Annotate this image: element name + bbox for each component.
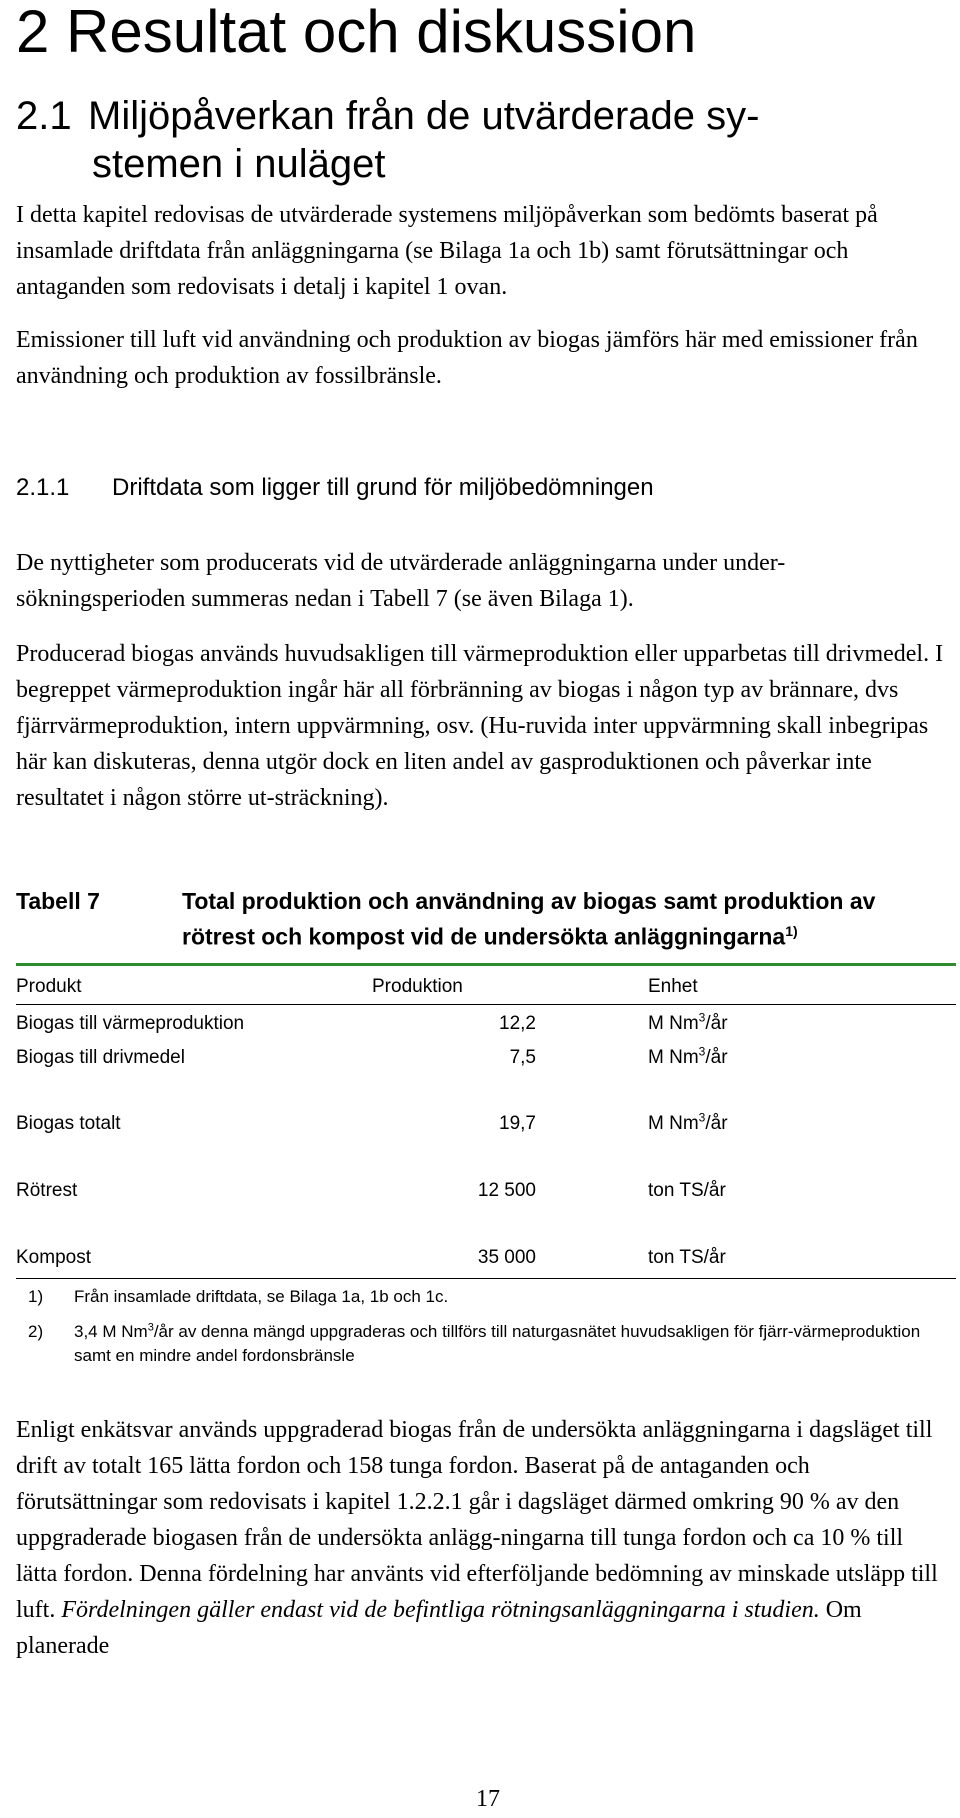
table-row: Kompost 35 000 ton TS/år xyxy=(16,1247,726,1268)
paragraph-intro: I detta kapitel redovisas de utvärderade systemens miljöpåverkan som bedömts baserat på insamlade driftdata från anläggningarna (se Bilaga 1a och 1b) samt förutsättningar och antaganden som redovisats i detalj i kapitel 1 ovan. xyxy=(16,202,878,300)
header-unit: Enhet xyxy=(648,976,698,997)
table-row: Biogas till värmeproduktion 12,2 M Nm$^3$/år xyxy=(16,1010,728,1034)
table-label: Tabell 7 xyxy=(16,888,100,914)
page-number: 17 xyxy=(476,1786,500,1812)
section-title-line1: Miljöpåverkan från de utvärderade sy- xyxy=(88,94,760,138)
table-header-row xyxy=(16,973,956,1001)
paragraph-biogas-use: Producerad biogas används huvudsakligen till värmeproduktion eller upparbetas till drivmedel. I begreppet värmeproduktion ingår här all förbränning av biogas i någon typ av brännare, dvs fjärrvärmeproduktion, intern uppvärmning, osv. (Hu-ruvida inter uppvärmning skall inbegripas här kan diskuteras, denna utgör dock en liten andel av gasproduktionen och påverkar inte resultatet i någon större ut-sträckning). xyxy=(16,641,944,811)
section-title-line2: stemen i nuläget xyxy=(92,142,386,186)
table-row: Rötrest 12 500 ton TS/år xyxy=(16,1180,726,1201)
table-title: Total produktion och användning av biogas samt produktion av rötrest och kompost vid de undersökta anläggningarna$^{1)}$ xyxy=(182,888,876,950)
paragraph-emissions: Emissioner till luft vid användning och produktion av biogas jämförs här med emissioner från användning och produktion av fossilbränsle. xyxy=(16,327,918,389)
table-title-note: 1) xyxy=(785,923,798,939)
section-heading xyxy=(16,92,916,188)
chapter-number: 2 xyxy=(16,0,50,65)
paragraph-utilities: De nyttigheter som producerats vid de utvärderade anläggningarna under under-sökningsperioden summeras nedan i Tabell 7 (se även Bilaga 1). xyxy=(16,550,786,612)
chapter-title: Resultat och diskussion xyxy=(66,0,697,65)
header-production: Produktion xyxy=(372,976,463,997)
paragraph-vehicles: Enligt enkätsvar används uppgraderad biogas från de undersökta anläggningarna i dagsläget till drift av totalt 165 lätta fordon och 158 tunga fordon. Baserat på de antaganden och förutsättningar som redovisats i kapitel 1.2.2.1 går i dagsläget därmed omkring 90 % av den uppgraderade biogasen från de undersökta anlägg-ningarna till tunga fordon och ca 10 % till lätta fordon. Denna fördelning har använts vid efterföljande bedömning av minskade utsläpp till luft. Fördelningen gäller endast vid de befintliga rötningsanläggningarna i studien. Om planerade xyxy=(16,1417,938,1659)
table-row: Biogas till drivmedel 7,5 M Nm$^3$/år xyxy=(16,1044,728,1068)
table-top-rule xyxy=(16,963,956,966)
subsection-heading xyxy=(16,470,654,506)
table-header-rule xyxy=(16,1004,956,1005)
header-product: Produkt xyxy=(16,976,82,997)
table-bottom-rule xyxy=(16,1278,956,1279)
italic-emphasis: Fördelningen gäller endast vid de befintliga rötningsanläggningarna i studien. xyxy=(61,1597,820,1623)
chapter-heading xyxy=(16,0,696,64)
subsection-number: 2.1.1 xyxy=(16,474,70,501)
subsection-title: Driftdata som ligger till grund för miljöbedömningen xyxy=(112,474,654,501)
table-row: Biogas totalt 19,7 M Nm$^3$/år xyxy=(16,1110,728,1134)
section-number: 2.1 xyxy=(16,94,72,138)
